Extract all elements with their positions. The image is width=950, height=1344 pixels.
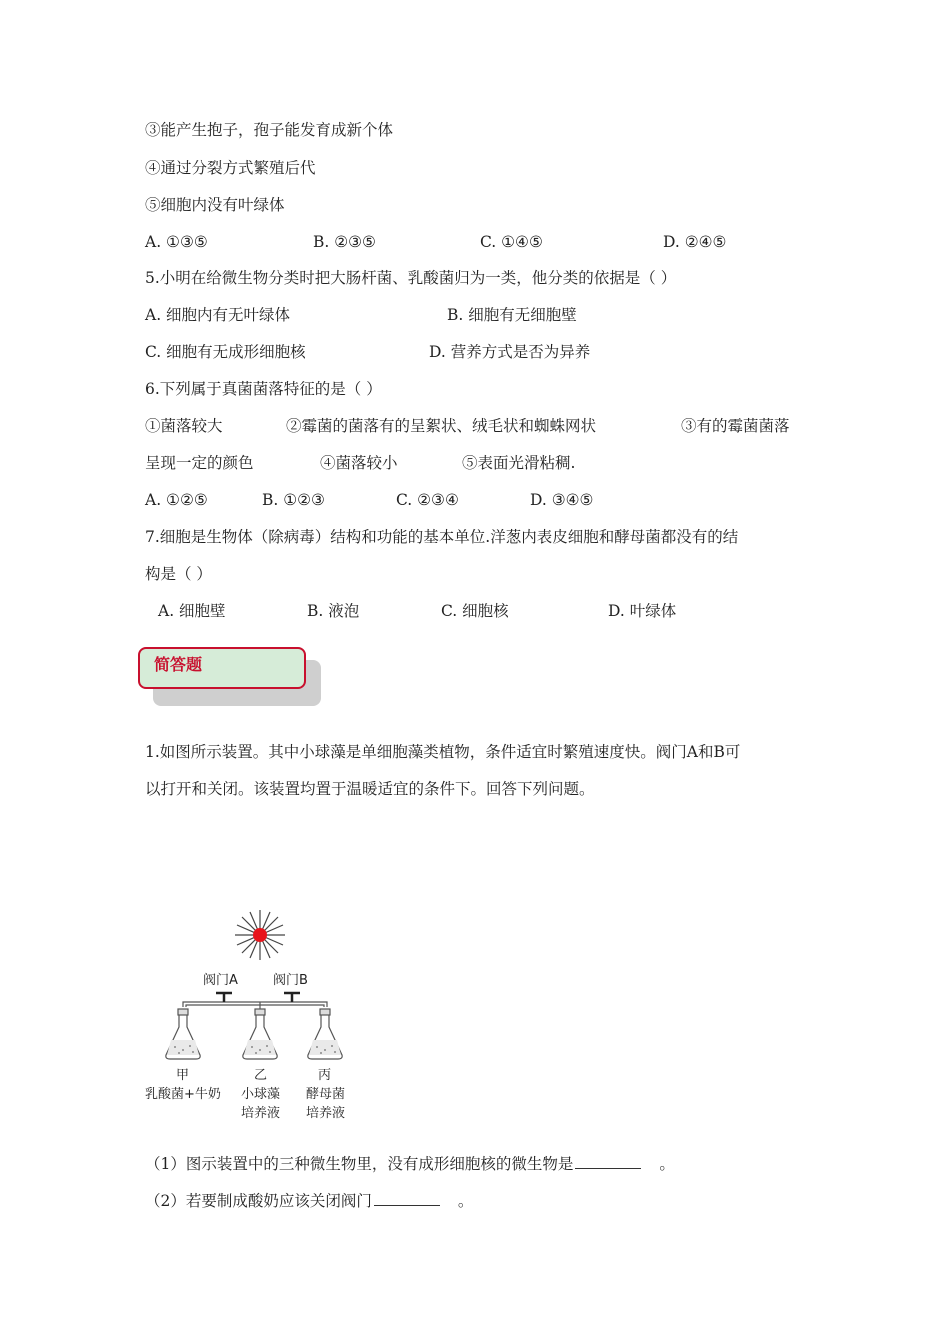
q6-statement-3-cont: 呈现一定的颜色 [145, 454, 254, 472]
q7-stem-line-2: 构是（ ） [145, 565, 212, 583]
q4-statement-3: ③能产生抱子，孢子能发育成新个体 [145, 121, 394, 139]
q7-option-a: A. 细胞壁 [158, 602, 226, 620]
sq1-sub-1-text: （1）图示装置中的三种微生物里，没有成形细胞核的微生物是 [145, 1155, 574, 1173]
q5-stem: 5.小明在给微生物分类时把大肠杆菌、乳酸菌归为一类，他分类的依据是（ ） [145, 269, 677, 287]
flask-jia-name: 甲 [176, 1068, 190, 1083]
q7-option-c: C. 细胞核 [441, 602, 509, 620]
sq1-sub-2-blank[interactable] [374, 1189, 440, 1206]
q7-stem-line-1: 7.细胞是生物体（除病毒）结构和功能的基本单位.洋葱内表皮细胞和酵母菌都没有的结 [145, 528, 739, 546]
q5-option-d: D. 营养方式是否为异养 [429, 343, 591, 361]
q5-option-b: B. 细胞有无细胞壁 [447, 306, 577, 324]
q4-statement-5: ⑤细胞内没有叶绿体 [145, 196, 285, 214]
sq1-sub-1-blank[interactable] [575, 1152, 641, 1169]
q6-statement-1: ①菌落较大 [145, 417, 223, 435]
q6-statement-3: ③有的霉菌菌落 [681, 417, 790, 435]
q6-stem: 6.下列属于真菌菌落特征的是（ ） [145, 380, 382, 398]
q4-option-b: B. ②③⑤ [313, 233, 376, 251]
sq1-stem-line-2: 以打开和关闭。该装置均置于温暖适宜的条件下。回答下列问题。 [145, 780, 595, 798]
flask-jia-icon [166, 1009, 200, 1059]
flask-yi-desc-1: 小球藻 [241, 1087, 281, 1102]
q4-option-d: D. ②④⑤ [663, 233, 727, 251]
q6-statement-4: ④菌落较小 [320, 454, 398, 472]
q4-statement-4: ④通过分裂方式繁殖后代 [145, 159, 316, 177]
section-header [138, 647, 306, 689]
q6-statement-5: ⑤表面光滑粘稠. [462, 454, 576, 472]
q4-option-a: A. ①③⑤ [145, 233, 208, 251]
q4-option-c: C. ①④⑤ [480, 233, 543, 251]
sq1-sub-2-end: 。 [457, 1192, 474, 1210]
valve-a-icon [216, 993, 232, 1002]
flask-yi-name: 乙 [254, 1068, 268, 1083]
q7-option-b: B. 液泡 [307, 602, 360, 620]
flask-bing-name: 丙 [318, 1068, 332, 1083]
flask-bing-icon [308, 1009, 342, 1059]
valve-a-label: 阀门A [203, 973, 238, 988]
q6-option-d: D. ③④⑤ [530, 491, 594, 509]
apparatus-figure [140, 905, 380, 1130]
q6-option-b: B. ①②③ [262, 491, 325, 509]
sq1-sub-1 [145, 1152, 675, 1174]
q5-option-a: A. 细胞内有无叶绿体 [145, 306, 291, 324]
flask-bing-desc-2: 培养液 [306, 1106, 346, 1121]
flask-yi-desc-2: 培养液 [241, 1106, 281, 1121]
sq1-stem-line-1: 1.如图所示装置。其中小球藻是单细胞藻类植物，条件适宜时繁殖速度快。阀门A和B可 [145, 743, 741, 761]
flask-jia-desc: 乳酸菌+牛奶 [145, 1087, 221, 1102]
q6-option-c: C. ②③④ [396, 491, 459, 509]
sun-icon [235, 910, 285, 960]
q7-option-d: D. 叶绿体 [608, 602, 677, 620]
q6-option-a: A. ①②⑤ [145, 491, 208, 509]
valve-b-icon [284, 993, 300, 1002]
q5-option-c: C. 细胞有无成形细胞核 [145, 343, 306, 361]
sq1-sub-1-end: 。 [659, 1155, 675, 1173]
valve-b-label: 阀门B [273, 973, 308, 988]
section-title: 简答题 [154, 655, 203, 674]
flask-bing-desc-1: 酵母菌 [306, 1087, 346, 1102]
flask-yi-icon [243, 1009, 277, 1059]
q6-statement-2: ②霉菌的菌落有的呈絮状、绒毛状和蜘蛛网状 [286, 417, 597, 435]
sq1-sub-2-text: （2）若要制成酸奶应该关闭阀门 [145, 1192, 372, 1210]
sq1-sub-2 [145, 1189, 473, 1211]
connecting-pipe [183, 1002, 327, 1009]
